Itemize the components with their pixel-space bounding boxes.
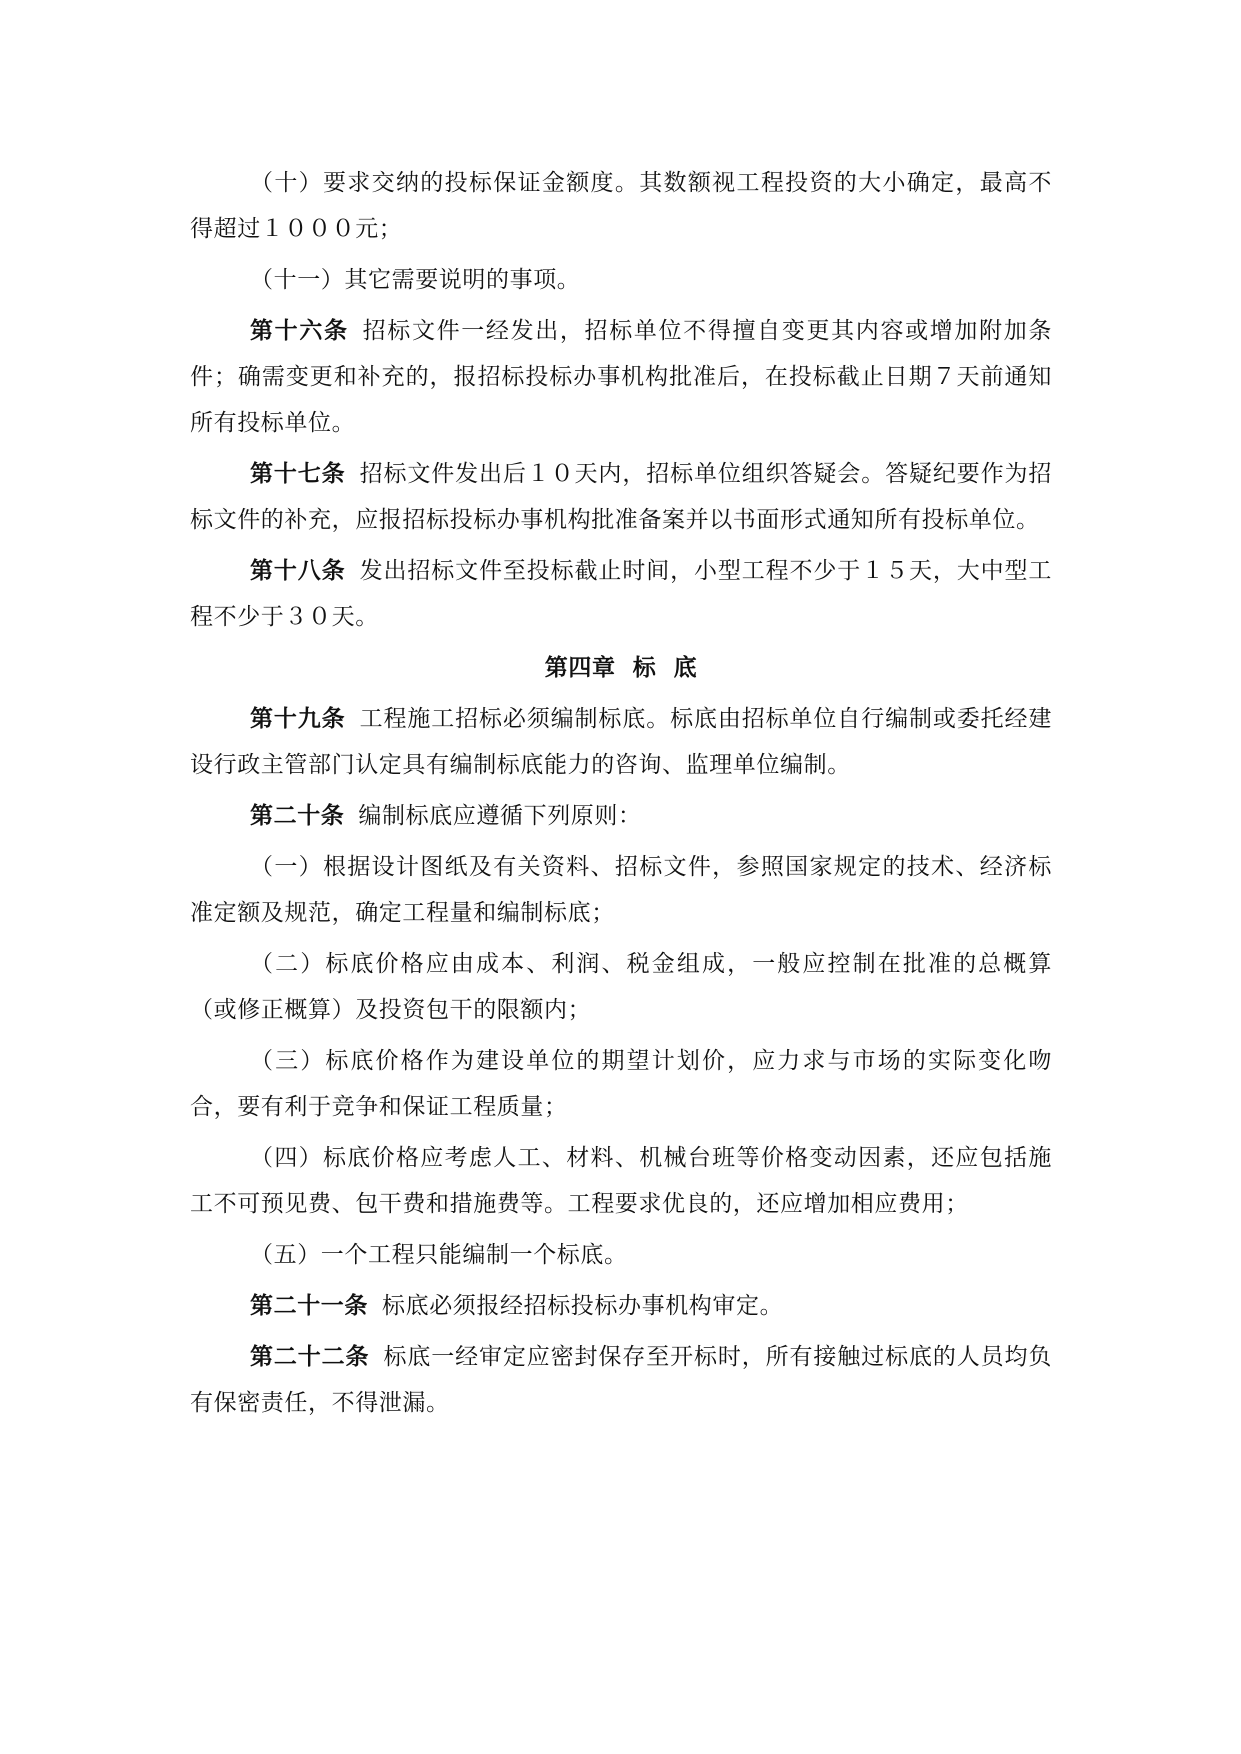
paragraph-text: （一）根据设计图纸及有关资料、招标文件，参照国家规定的技术、经济标准定额及规范，确定工程量和编制标底； [190, 854, 1052, 926]
paragraph-item-3 [190, 1038, 1052, 1130]
article-text: 工程施工招标必须编制标底。标底由招标单位自行编制或委托经建设行政主管部门认定具有编制标底能力的咨询、监理单位编制。 [190, 706, 1053, 778]
article-text: 招标文件发出后１０天内，招标单位组织答疑会。答疑纪要作为招标文件的补充，应报招标投标办事机构批准备案并以书面形式通知所有投标单位。 [190, 461, 1053, 533]
article-number: 第二十二条 [250, 1344, 370, 1370]
article-text: 标底必须报经招标投标办事机构审定。 [382, 1293, 784, 1319]
paragraph-item-2 [190, 941, 1052, 1033]
article-text: 编制标底应遵循下列原则： [358, 803, 642, 829]
paragraph-item-10 [190, 160, 1052, 252]
paragraph-item-4 [190, 1135, 1052, 1227]
article-text: 发出招标文件至投标截止时间，小型工程不少于１５天，大中型工程不少于３０天。 [190, 558, 1053, 630]
paragraph-text: （四）标底价格应考虑人工、材料、机械台班等价格变动因素，还应包括施工不可预见费、包干费和措施费等。工程要求优良的，还应增加相应费用； [190, 1145, 1052, 1217]
paragraph-item-1 [190, 844, 1052, 936]
article-18 [190, 548, 1052, 640]
paragraph-item-11 [190, 257, 1052, 303]
article-number: 第二十条 [250, 803, 345, 829]
article-17 [190, 451, 1052, 543]
article-16 [190, 308, 1052, 446]
article-number: 第二十一条 [250, 1293, 368, 1319]
paragraph-item-5 [190, 1232, 1052, 1278]
paragraph-text: （十一）其它需要说明的事项。 [250, 267, 581, 293]
article-20 [190, 793, 1052, 839]
article-21 [190, 1283, 1052, 1329]
article-19 [190, 696, 1052, 788]
paragraph-text: （十）要求交纳的投标保证金额度。其数额视工程投资的大小确定，最高不得超过１０００元； [190, 170, 1052, 242]
document-page [190, 160, 1052, 1431]
article-text: 标底一经审定应密封保存至开标时，所有接触过标底的人员均负有保密责任，不得泄漏。 [190, 1344, 1052, 1416]
article-number: 第十六条 [250, 318, 349, 344]
paragraph-text: （二）标底价格应由成本、利润、税金组成，一般应控制在批准的总概算（或修正概算）及投资包干的限额内； [190, 951, 1052, 1023]
paragraph-text: （五）一个工程只能编制一个标底。 [250, 1242, 628, 1268]
article-number: 第十八条 [250, 558, 346, 584]
article-text: 招标文件一经发出，招标单位不得擅自变更其内容或增加附加条件；确需变更和补充的，报招标投标办事机构批准后，在投标截止日期７天前通知所有投标单位。 [190, 318, 1052, 436]
article-number: 第十七条 [250, 461, 346, 487]
article-22 [190, 1334, 1052, 1426]
chapter-title: 第四章 标 底 [544, 655, 698, 681]
paragraph-text: （三）标底价格作为建设单位的期望计划价，应力求与市场的实际变化吻合，要有利于竞争和保证工程质量； [190, 1048, 1052, 1120]
article-number: 第十九条 [250, 706, 346, 732]
